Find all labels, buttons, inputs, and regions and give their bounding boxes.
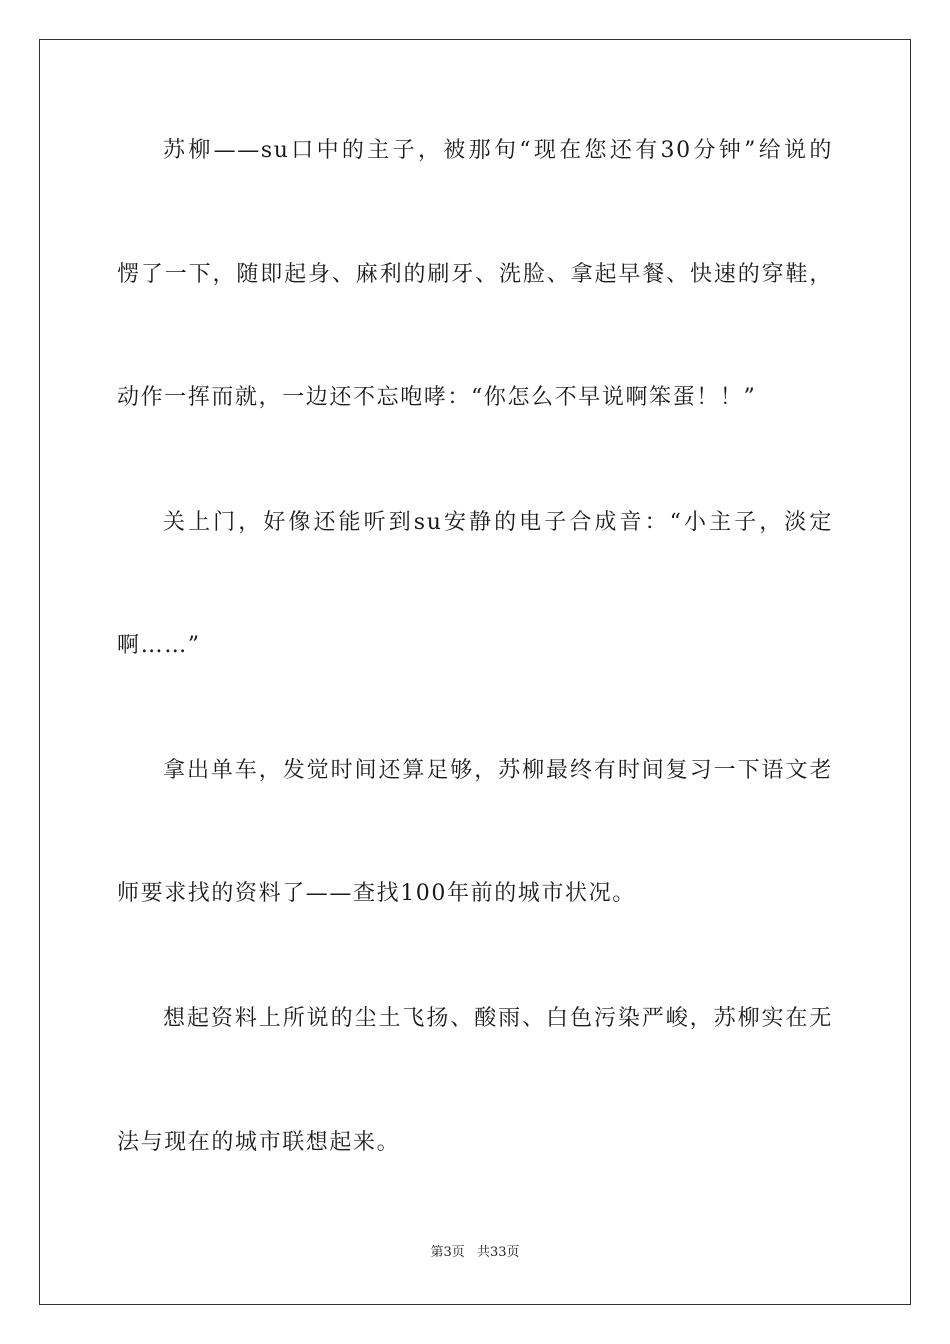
paragraph-2-line-1: 关上门，好像还能听到su安静的电子合成音：“小主子，淡定 bbox=[163, 510, 833, 535]
page-footer bbox=[0, 1243, 950, 1263]
paragraph-2-line-2: 啊……” bbox=[117, 633, 201, 658]
paragraph-3-line-2: 师要求找的资料了——查找100年前的城市状况。 bbox=[117, 881, 636, 906]
paragraph-4-line-2: 法与现在的城市联想起来。 bbox=[117, 1130, 401, 1155]
page-border bbox=[39, 39, 911, 1305]
paragraph-1-line-3: 动作一挥而就，一边还不忘咆哮：“你怎么不早说啊笨蛋！！” bbox=[117, 385, 757, 410]
paragraph-3-line-1: 拿出单车，发觉时间还算足够，苏柳最终有时间复习一下语文老 bbox=[163, 758, 833, 783]
paragraph-4-line-1: 想起资料上所说的尘土飞扬、酸雨、白色污染严峻，苏柳实在无 bbox=[163, 1006, 833, 1031]
paragraph-1-line-2: 愣了一下，随即起身、麻利的刷牙、洗脸、拿起早餐、快速的穿鞋， bbox=[117, 262, 833, 287]
paragraph-1-line-1: 苏柳——su口中的主子，被那句“现在您还有30分钟”给说的 bbox=[163, 138, 833, 163]
total-page-count: 共33页 bbox=[476, 1245, 520, 1260]
current-page-number: 第3页 bbox=[430, 1245, 465, 1260]
